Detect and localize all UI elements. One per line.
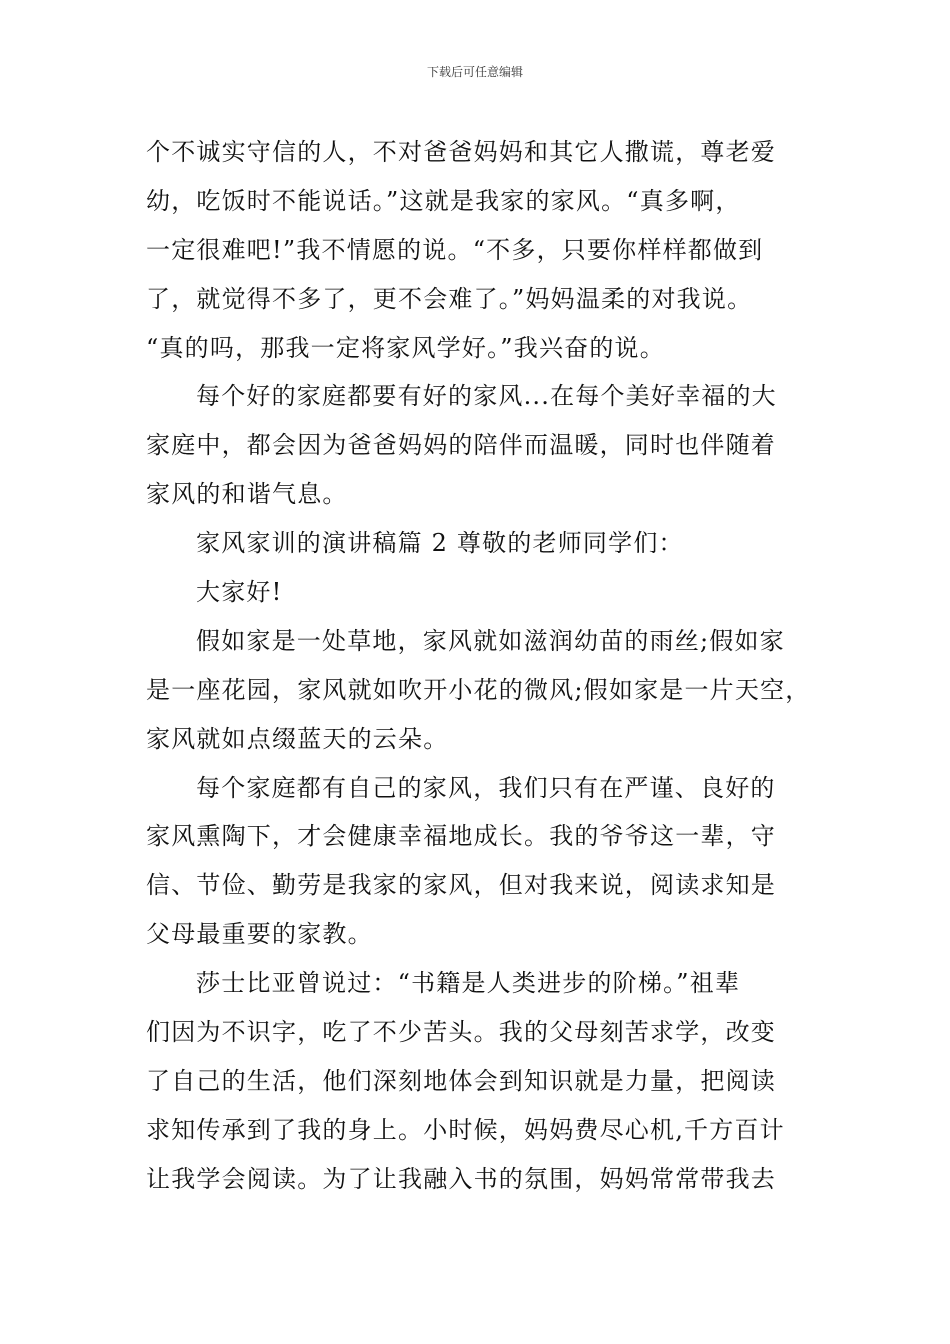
text-line: 了，就觉得不多了，更不会难了。”妈妈温柔的对我说。 <box>146 284 753 313</box>
text-line: 一定很难吧!”我不情愿的说。“不多，只要你样样都做到 <box>146 235 764 264</box>
text-line: 家风家训的演讲稿篇 2 尊敬的老师同学们： <box>196 529 684 558</box>
text-line: 求知传承到了我的身上。小时候，妈妈费尽心机,千方百计 <box>146 1115 785 1144</box>
page-header-note: 下载后可任意编辑 <box>426 65 523 79</box>
paragraph <box>146 764 826 960</box>
greeting <box>146 568 826 617</box>
text-line: 父母最重要的家教。 <box>146 920 373 949</box>
paragraph <box>146 372 826 519</box>
text-line: “真的吗，那我一定将家风学好。”我兴奋的说。 <box>146 333 665 362</box>
text-line: 个不诚实守信的人，不对爸爸妈妈和其它人撒谎，尊老爱 <box>146 138 776 166</box>
paragraph <box>146 128 826 372</box>
text-line: 假如家是一处草地，家风就如滋润幼苗的雨丝;假如家 <box>196 626 785 655</box>
text-line: 了自己的生活，他们深刻地体会到知识就是力量，把阅读 <box>146 1066 776 1095</box>
text-line: 家风的和谐气息。 <box>146 480 348 509</box>
text-line: 是一座花园，家风就如吹开小花的微风;假如家是一片天空， <box>146 675 811 704</box>
text-line: 家风熏陶下，才会健康幸福地成长。我的爷爷这一辈，守 <box>146 822 776 851</box>
text-line: 信、节俭、勤劳是我家的家风，但对我来说，阅读求知是 <box>146 871 776 900</box>
text-line: 大家好! <box>196 578 283 607</box>
text-line: 家风就如点缀蓝天的云朵。 <box>146 724 449 753</box>
text-line: 们因为不识字，吃了不少苦头。我的父母刻苦求学，改变 <box>146 1018 776 1047</box>
text-line: 让我学会阅读。为了让我融入书的氛围，妈妈常常带我去 <box>146 1164 776 1193</box>
text-line: 每个家庭都有自己的家风，我们只有在严谨、良好的 <box>196 773 776 802</box>
section-heading <box>146 519 826 568</box>
text-line: 家庭中，都会因为爸爸妈妈的陪伴而温暖，同时也伴随着 <box>146 431 776 460</box>
document-body <box>146 128 826 1204</box>
paragraph <box>146 617 826 764</box>
text-line: 莎士比亚曾说过：“书籍是人类进步的阶梯。”祖辈 <box>196 969 741 998</box>
text-line: 幼，吃饭时不能说话。”这就是我家的家风。“真多啊， <box>146 186 741 215</box>
text-line: 每个好的家庭都要有好的家风...在每个美好幸福的大 <box>196 382 777 411</box>
paragraph <box>146 959 826 1203</box>
